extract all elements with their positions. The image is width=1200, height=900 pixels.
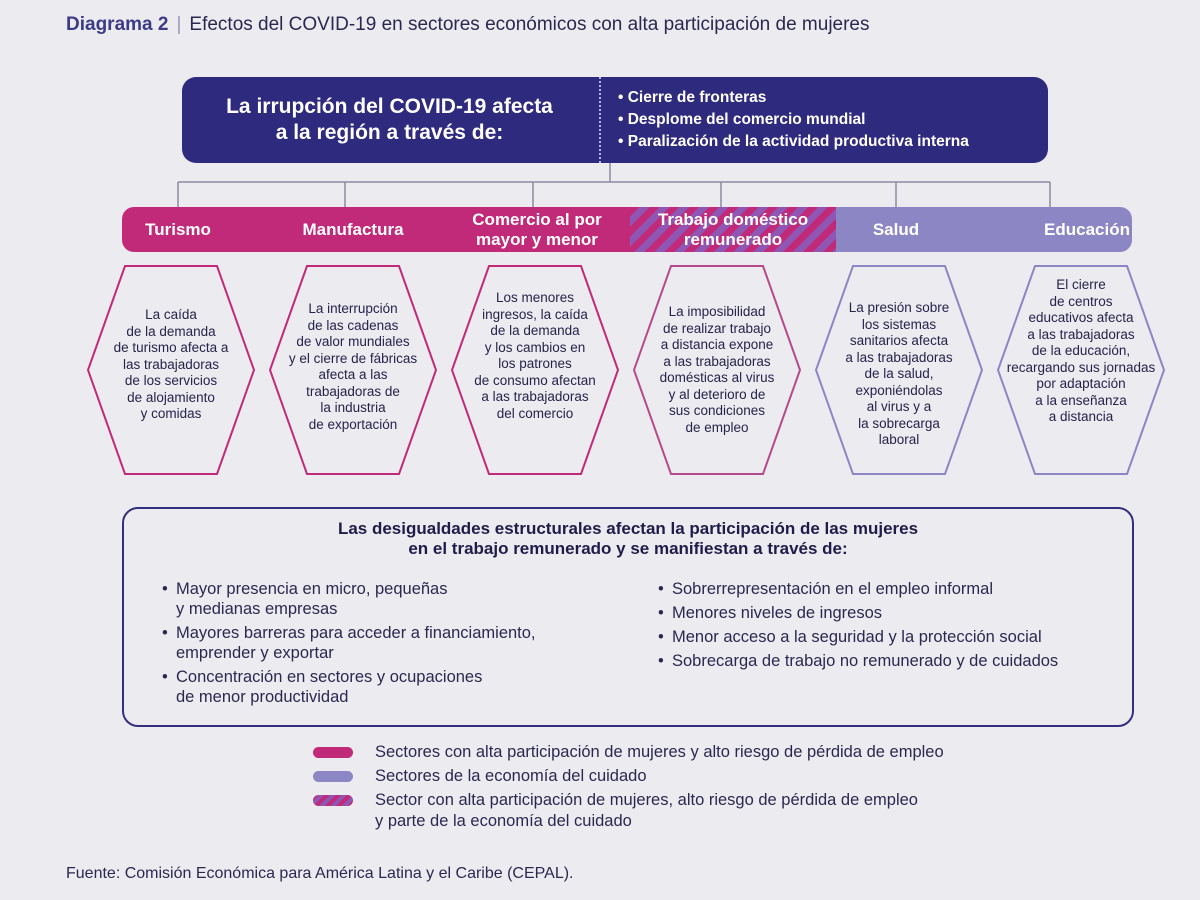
hex-line: Los menores — [495, 290, 575, 305]
sector-label-manufactura: Manufactura — [302, 219, 404, 239]
inequality-item-line: • Mayor presencia en micro, pequeñas — [176, 580, 448, 598]
hex-line: de valor mundiales — [296, 334, 410, 349]
inequalities-right-list — [658, 579, 1118, 675]
inequality-item-line: de menor productividad — [176, 688, 349, 706]
hex-line: de turismo afecta a — [113, 340, 229, 355]
inequality-item-line: • Sobrecarga de trabajo no remunerado y de cuidados — [672, 652, 1059, 670]
hex-line: y el cierre de fábricas — [288, 350, 418, 366]
title-separator: | — [176, 14, 182, 35]
inequalities-left-list — [162, 579, 632, 711]
hex-line: y al deterioro de — [668, 386, 766, 402]
hex-line: laboral — [878, 432, 920, 447]
hex-line: a la enseñanza — [1035, 392, 1127, 408]
hex-text-manufactura — [278, 301, 428, 433]
inequalities-title-line: en el trabajo remunerado y se manifiestan a través de: — [408, 539, 848, 558]
inequality-item — [162, 623, 632, 663]
hex-line: los patrones — [498, 356, 572, 371]
source-note: Fuente: Comisión Económica para América Latina y el Caribe (CEPAL). — [66, 865, 574, 882]
inequality-item — [658, 627, 1118, 647]
hex-line: la industria — [320, 400, 386, 415]
hex-line: de la demanda — [126, 323, 216, 339]
hex-line: del comercio — [496, 405, 574, 421]
hex-line: educativos afecta — [1028, 310, 1134, 325]
hex-line: a distancia expone — [660, 337, 774, 352]
hex-text-turismo — [96, 307, 246, 423]
hex-line: a las trabajadoras — [1027, 326, 1135, 342]
hex-line: las trabajadoras — [122, 356, 220, 372]
hex-line: al virus y a — [866, 399, 932, 414]
hex-line: La imposibilidad — [668, 304, 766, 319]
inequalities-title-line: Las desigualdades estructurales afectan la participación de las mujeres — [337, 519, 919, 538]
diagram-title-text: Efectos del COVID-19 en sectores económicos con alta participación de mujeres — [189, 14, 870, 35]
inequality-item-line: • Menores niveles de ingresos — [672, 604, 883, 622]
inequality-item-line: y medianas empresas — [176, 600, 338, 618]
inequality-item — [162, 667, 632, 707]
legend-swatch-striped — [313, 795, 353, 806]
hex-line: sus condiciones — [668, 403, 766, 418]
hex-line: de la salud, — [864, 366, 934, 381]
inequality-item — [658, 603, 1118, 623]
legend-text: Sectores con alta participación de mujeres y alto riesgo de pérdida de empleo — [375, 743, 944, 761]
inequality-item-line: • Sobrerrepresentación en el empleo informal — [672, 580, 994, 598]
inequality-item-line: emprender y exportar — [176, 644, 334, 662]
inequality-item-line: • Concentración en sectores y ocupaciones — [176, 668, 483, 686]
hex-text-salud — [824, 300, 974, 449]
sector-label-educacion: Educación — [1044, 219, 1130, 239]
hex-line: La interrupción — [308, 301, 398, 316]
hex-line: a las trabajadoras — [845, 349, 953, 365]
hex-line: domésticas al virus — [659, 370, 775, 385]
sector-label-turismo: Turismo — [145, 219, 211, 239]
hex-line: a las trabajadoras — [481, 389, 589, 404]
header-bullet: • Cierre de fronteras — [618, 87, 969, 109]
hex-line: de exportación — [308, 416, 398, 432]
header-bullet: • Desplome del comercio mundial — [618, 109, 969, 131]
hex-line: recargando sus jornadas — [1006, 359, 1156, 375]
hex-line: afecta a las — [318, 367, 388, 382]
hex-text-educacion — [996, 277, 1166, 426]
hex-line: exponiéndolas — [855, 382, 943, 398]
inequality-item — [658, 651, 1118, 671]
legend-text: Sectores de la economía del cuidado — [375, 767, 647, 785]
inequality-item — [162, 579, 632, 619]
inequality-item-line: • Menor acceso a la seguridad y la protección social — [672, 628, 1042, 646]
diagram-label: Diagrama 2 — [66, 14, 169, 35]
sector-label-line: Comercio al por — [472, 209, 602, 229]
hex-line: a las trabajadoras — [663, 353, 771, 369]
hex-line: La presión sobre — [848, 300, 950, 315]
legend-swatch-lavender — [313, 771, 353, 782]
hex-text-comercio — [460, 290, 610, 422]
sector-label-line: mayor y menor — [476, 229, 598, 249]
hex-line: de la demanda — [490, 323, 580, 338]
hex-line: trabajadoras de — [306, 383, 400, 399]
hex-line: de las cadenas — [307, 317, 399, 333]
sector-label-salud: Salud — [872, 219, 920, 239]
hex-line: de realizar trabajo — [662, 320, 772, 336]
hex-line: La caída — [145, 307, 197, 322]
sector-label-line: Trabajo doméstico — [657, 209, 809, 229]
header-line-2: a la región a través de: — [275, 121, 504, 144]
hex-line: la sobrecarga — [858, 415, 940, 431]
inequality-item-line: • Mayores barreras para acceder a financiamiento, — [176, 624, 536, 642]
sector-label-line: remunerado — [683, 229, 783, 249]
hex-line: a distancia — [1048, 409, 1114, 424]
hex-line: de centros — [1049, 293, 1113, 309]
hex-line: El cierre — [1056, 277, 1106, 292]
legend-text — [375, 790, 918, 832]
inequality-item — [658, 579, 1118, 599]
hex-line: de alojamiento — [127, 389, 215, 405]
hex-line: por adaptación — [1036, 376, 1126, 391]
hex-line: ingresos, la caída — [482, 306, 588, 322]
header-bullet: • Paralización de la actividad productiva interna — [618, 131, 969, 153]
hex-line: sanitarios afecta — [849, 333, 949, 348]
legend-swatch-pink — [313, 747, 353, 758]
inequalities-box — [122, 507, 1134, 727]
hex-line: los sistemas — [861, 316, 937, 332]
inequalities-title — [124, 519, 1132, 559]
hex-line: y comidas — [140, 406, 202, 421]
hex-line: de la educación, — [1031, 343, 1131, 358]
hex-line: de empleo — [685, 419, 749, 435]
hex-line: de los servicios — [124, 373, 218, 388]
header-line-1: La irrupción del COVID-19 afecta — [226, 94, 553, 118]
hex-text-trabajo-domestico — [642, 304, 792, 436]
legend-text-line: Sector con alta participación de mujeres, alto riesgo de pérdida de empleo — [375, 791, 918, 809]
hex-line: y los cambios en — [484, 339, 586, 355]
legend-text-line: y parte de la economía del cuidado — [375, 812, 632, 830]
hex-line: de consumo afectan — [474, 372, 596, 388]
